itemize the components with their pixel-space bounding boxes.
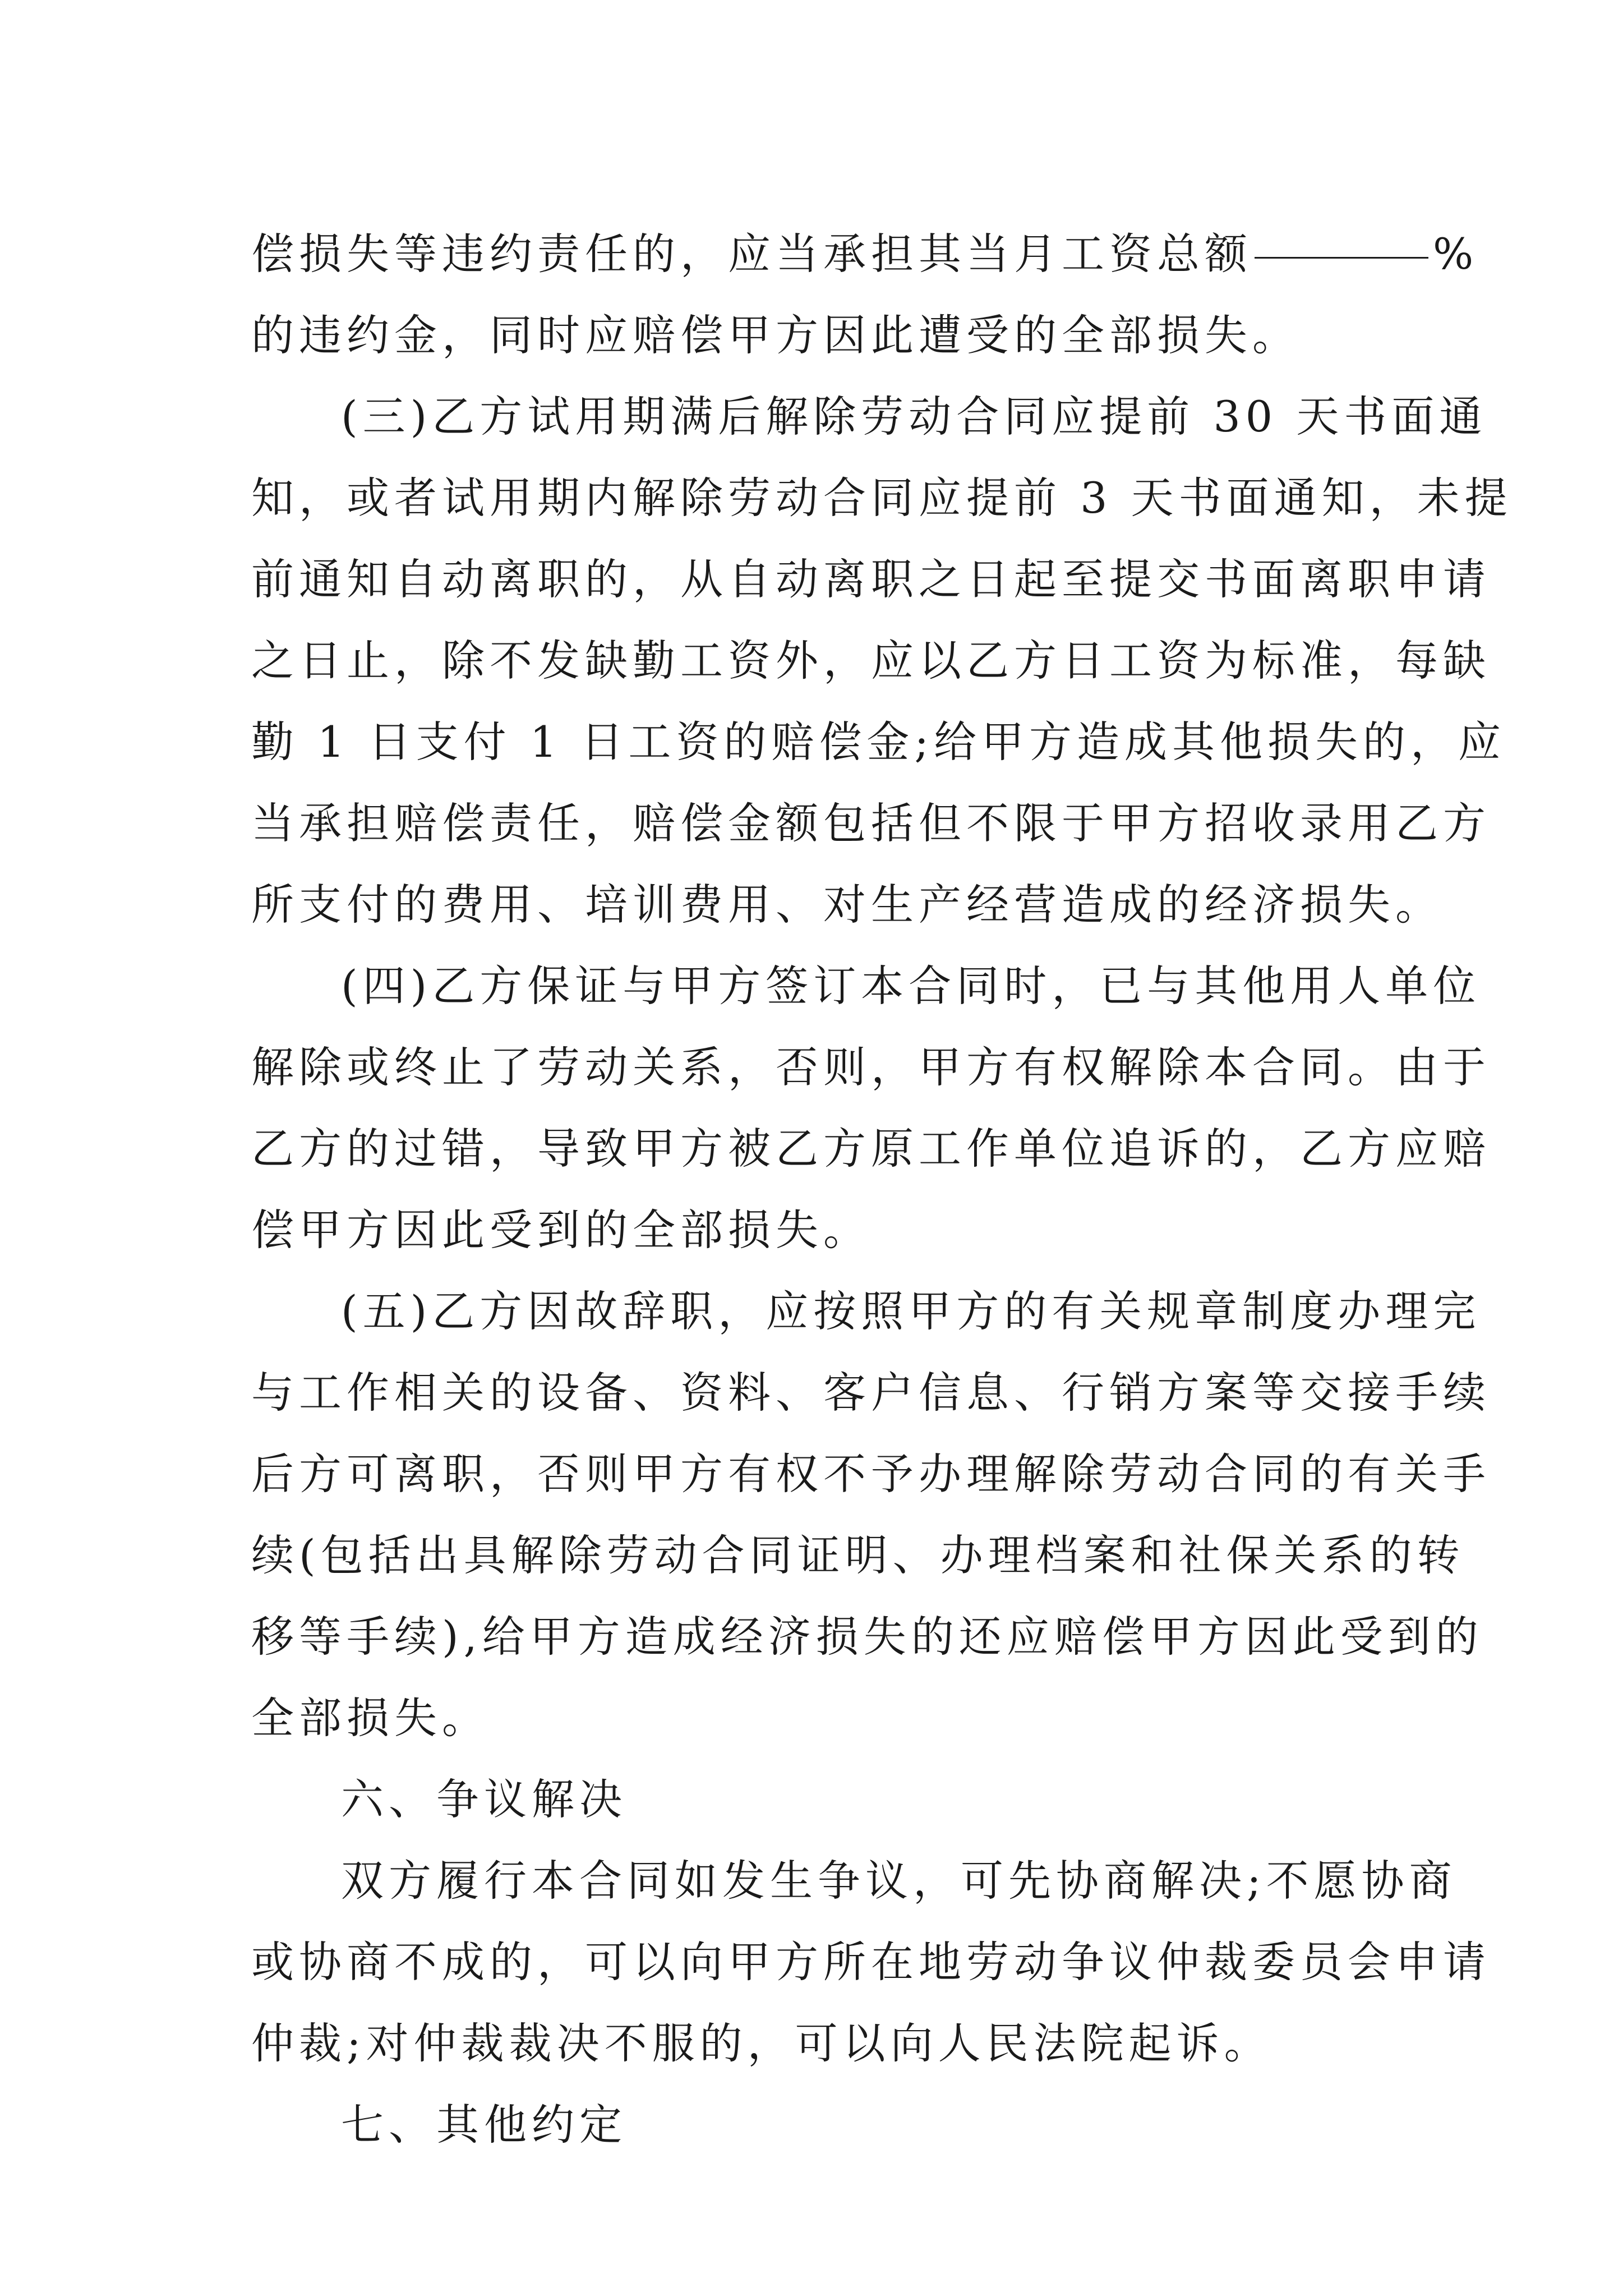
text-line: 仲裁;对仲裁裁决不服的，可以向人民法院起诉。 — [251, 2018, 1272, 2068]
text-line: 当承担赔偿责任，赔偿金额包括但不限于甲方招收录用乙方 — [251, 798, 1491, 848]
text-line: 之日止，除不发缺勤工资外，应以乙方日工资为标准，每缺 — [251, 636, 1491, 685]
paragraph-start-4: (四)乙方保证与甲方签订本合同时，已与其他用人单位 — [341, 961, 1481, 1011]
paragraph-start-dispute: 双方履行本合同如发生争议，可先协商解决;不愿协商 — [341, 1856, 1457, 1906]
text-line — [251, 213, 1479, 295]
text-line: 与工作相关的设备、资料、客户信息、行销方案等交接手续 — [251, 1368, 1491, 1418]
text-line: 全部损失。 — [251, 1693, 490, 1743]
fill-in-blank — [1255, 254, 1428, 259]
text-line: 偿甲方因此受到的全部损失。 — [251, 1205, 871, 1255]
text-line: 知，或者试用期内解除劳动合同应提前 3 天书面通知，未提 — [251, 473, 1513, 523]
paragraph-start-5: (五)乙方因故辞职，应按照甲方的有关规章制度办理完 — [341, 1286, 1481, 1336]
text-line: 所支付的费用、培训费用、对生产经营造成的经济损失。 — [251, 880, 1443, 930]
text-line: 后方可离职，否则甲方有权不予办理解除劳动合同的有关手 — [251, 1449, 1491, 1499]
percent-sign: % — [1433, 229, 1479, 279]
section-heading-dispute: 六、争议解决 — [341, 1774, 627, 1824]
text-line: 前通知自动离职的，从自动离职之日起至提交书面离职申请 — [251, 554, 1491, 604]
text-line: 乙方的过错，导致甲方被乙方原工作单位追诉的，乙方应赔 — [251, 1124, 1491, 1174]
text-line: 移等手续),给甲方造成经济损失的还应赔偿甲方因此受到的 — [251, 1612, 1483, 1662]
text-line: 解除或终止了劳动关系，否则，甲方有权解除本合同。由于 — [251, 1042, 1491, 1092]
text-line: 勤 1 日支付 1 日工资的赔偿金;给甲方造成其他损失的，应 — [251, 717, 1506, 767]
section-heading-other: 七、其他约定 — [341, 2100, 627, 2150]
text-line-part: 偿损失等违约责任的，应当承担其当月工资总额 — [251, 229, 1252, 279]
paragraph-start-3: (三)乙方试用期满后解除劳动合同应提前 30 天书面通 — [341, 392, 1487, 441]
contract-body — [251, 213, 1513, 2165]
text-line: 的违约金，同时应赔偿甲方因此遭受的全部损失。 — [251, 310, 1300, 360]
text-line: 或协商不成的，可以向甲方所在地劳动争议仲裁委员会申请 — [251, 1937, 1491, 1987]
text-line: 续(包括出具解除劳动合同证明、办理档案和社保关系的转 — [251, 1530, 1465, 1580]
